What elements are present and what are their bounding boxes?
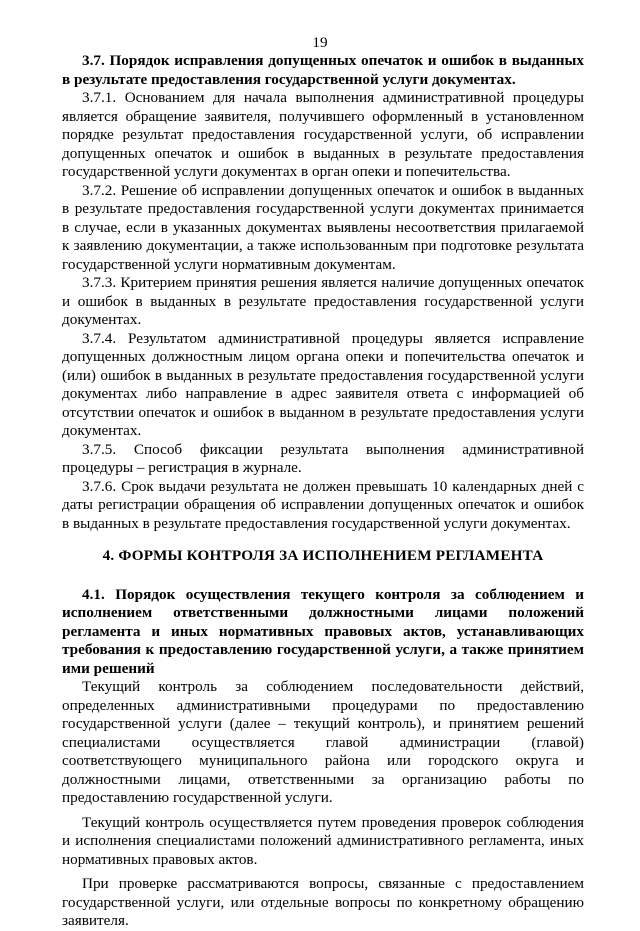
paragraph-4-1-3: При проверке рассматриваются вопросы, связанные с предоставлением государственной услуги, или отдельные вопросы по конкретному обращению заявителя.	[62, 875, 584, 929]
paragraph-3-7-1: 3.7.1. Основанием для начала выполнения административной процедуры является обращение заявителя, получившего оформленный в установленном порядке результат предоставления государственной услуги, об исправлении допущенных опечаток и ошибок в выданных в результате предоставления государственной услуги документах в орган опеки и попечительства.	[62, 89, 584, 180]
paragraph-3-7-5: 3.7.5. Способ фиксации результата выполнения административной процедуры – регистрация в журнале.	[62, 440, 584, 476]
page-content	[62, 52, 584, 931]
paragraph-4-1-2: Текущий контроль осуществляется путем проведения проверок соблюдения и исполнения специалистами положений административного регламента, иных нормативных правовых актов.	[62, 813, 584, 868]
section-3-7-heading: 3.7. Порядок исправления допущенных опечаток и ошибок в выданных в результате предоставления государственной услуги документах.	[62, 52, 584, 88]
paragraph-3-7-2: 3.7.2. Решение об исправлении допущенных опечаток и ошибок в выданных в результате предоставления государственной услуги документах принимается в случае, если в указанных документах выявлены несоответствия прилагаемой к заявлению документации, а также использованным при подготовке результата государственной услуги нормативным документам.	[62, 181, 584, 273]
page-number: 19	[312, 34, 328, 51]
section-4-title: 4. ФОРМЫ КОНТРОЛЯ ЗА ИСПОЛНЕНИЕМ РЕГЛАМЕНТА	[102, 547, 544, 564]
paragraph-3-7-6: 3.7.6. Срок выдачи результата не должен превышать 10 календарных дней с даты регистрации обращения об исправлении допущенных опечаток и ошибок в выданных в результате предоставления государственной услуги документах.	[62, 477, 584, 532]
paragraph-3-7-4: 3.7.4. Результатом административной процедуры является исправление допущенных должностным лицом органа опеки и попечительства опечаток и (или) ошибок в выданных в результате предоставления государственной услуги документах либо направление в адрес заявителя ответа с информацией об отсутствии опечаток и ошибок в выданном в результате предоставления услуги документах.	[62, 329, 584, 439]
subsection-4-1-heading: 4.1. Порядок осуществления текущего контроля за соблюдением и исполнением ответственными должностными лицами положений регламента и иных нормативных правовых актов, устанавливающих требования к предоставлению государственной услуги, а также принятием ими решений	[62, 585, 584, 677]
paragraph-3-7-3: 3.7.3. Критерием принятия решения является наличие допущенных опечаток и ошибок в выданных в результате предоставления государственной услуги документах.	[62, 274, 584, 328]
paragraph-4-1-1: Текущий контроль за соблюдением последовательности действий, определенных административными процедурами по предоставлению государственной услуги (далее – текущий контроль), и принятием решений специалистами осуществляется главой администрации (главой) соответствующего муниципального района или городского округа и должностными лицами, ответственными за организацию работы по предоставлению государственной услуги.	[62, 678, 584, 806]
